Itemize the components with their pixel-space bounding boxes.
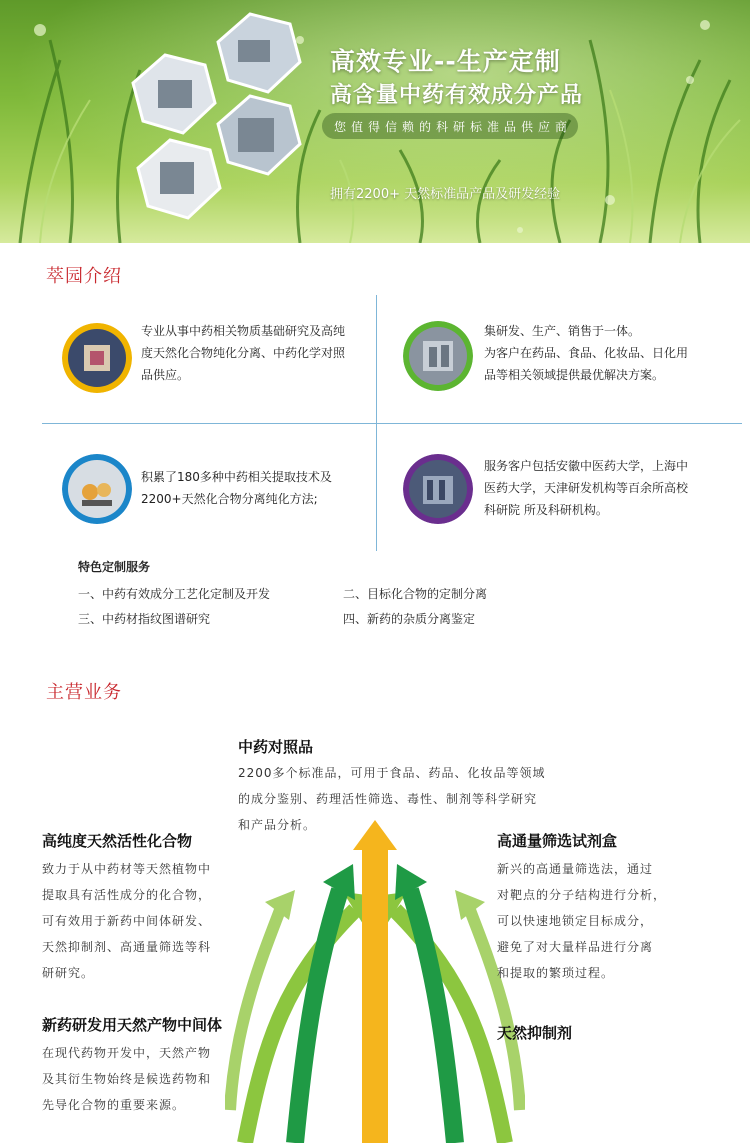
intro-cell-1: 专业从事中药相关物质基础研究及高纯 度天然化合物纯化分离、中药化学对照 品供应。 <box>141 324 346 382</box>
intro-cell-4: 服务客户包括安徽中医药大学，上海中 医药大学，天津研发机构等百余所高校 科研院 所及科研机构。 <box>484 459 689 517</box>
service-item-2: 二、目标化合物的定制分离 <box>343 587 488 601</box>
lab-photo-blue <box>62 454 132 524</box>
banner-experience: 拥有2200+ 天然标准品产品及研发经验 <box>330 187 561 202</box>
hero-banner <box>0 0 750 243</box>
feature-services-title: 特色定制服务 <box>78 560 151 574</box>
service-item-4: 四、新药的杂质分离鉴定 <box>343 612 476 626</box>
business-item-2-text: 致力于从中药材等天然植物中 提取具有活性成分的化合物， 可有效用于新药中间体研发、 天然抑制剂、高通量筛选等科 研研究。 <box>42 862 212 980</box>
intro-cell-2: 集研发、生产、销售于一体。 为客户在药品、食品、化妆品、日化用 品等相关领域提供最优解决方案。 <box>484 324 689 382</box>
intro-cell-3: 积累了180多种中药相关提取技术及 2200+天然化合物分离纯化方法; <box>141 470 332 506</box>
banner-title-line1: 高效专业--生产定制 <box>330 47 561 76</box>
growth-arrows-graphic <box>225 820 525 1143</box>
intro-section-title: 萃园介绍 <box>46 266 122 287</box>
business-item-5-heading: 天然抑制剂 <box>497 1024 573 1042</box>
service-item-3: 三、中药材指纹图谱研究 <box>78 612 211 626</box>
business-item-4-heading: 新药研发用天然产物中间体 <box>42 1016 223 1034</box>
service-item-1: 一、中药有效成分工艺化定制及开发 <box>78 587 271 601</box>
business-item-1-heading: 中药对照品 <box>238 738 314 756</box>
lab-photo-green <box>403 321 473 391</box>
banner-title-line2: 高含量中药有效成分产品 <box>330 83 584 108</box>
grid-divider-horizontal <box>42 423 742 424</box>
banner-tagline: 您值得信赖的科研标准品供应商 <box>334 120 573 134</box>
lab-photo-yellow <box>62 323 132 393</box>
business-item-3-text: 新兴的高通量筛选法，通过 对靶点的分子结构进行分析， 可以快速地锁定目标成分， 避免了对大量样品进行分离 和提取的繁琐过程。 <box>497 862 667 980</box>
business-item-1-text: 2200多个标准品，可用于食品、药品、化妆品等领域 的成分鉴别、药理活性筛选、毒性、制剂等科学研究 和产品分析。 <box>238 766 546 832</box>
business-section-title: 主营业务 <box>46 682 122 703</box>
business-item-4-text: 在现代药物开发中，天然产物 及其衍生物始终是候选药物和 先导化合物的重要来源。 <box>42 1046 212 1112</box>
business-item-3-heading: 高通量筛选试剂盒 <box>497 832 618 850</box>
business-item-2-heading: 高纯度天然活性化合物 <box>42 832 193 850</box>
lab-photo-purple <box>403 454 473 524</box>
